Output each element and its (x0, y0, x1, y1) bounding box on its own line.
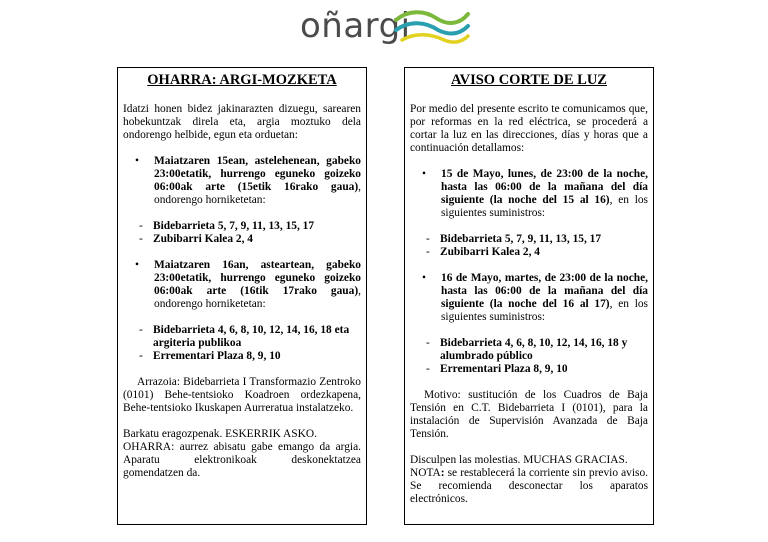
note-paragraph: OHARRA: aurrez abisatu gabe emango da argia. Aparatu elektronikoak deskonektatzea gomendatzen da. (123, 441, 361, 479)
address-list-2 (123, 324, 361, 363)
bullet-icon: • (135, 155, 139, 167)
wave-green (396, 12, 468, 23)
logo (0, 0, 768, 52)
intro-paragraph: Por medio del presente escrito te comunicamos que, por reformas en la red eléctrica, se procederá a cortar la luz en las direcciones, días y horas que a continuación detallamos: (410, 103, 648, 154)
list-item: - Errementari Plaza 8, 9, 10 (139, 350, 281, 362)
logo-wordmark: oñargi (300, 6, 411, 46)
address-list-1 (410, 233, 648, 259)
schedule-bullet-2 (123, 259, 361, 311)
schedule-2-time: Maiatzaren 16an, asteartean, gabeko 23:00etatik, hurrengo eguneko goizeko 06:00ak arte (16tik 17rako gaua) (154, 259, 361, 297)
apology-line: Disculpen las molestias. MUCHAS GRACIAS. (410, 454, 628, 466)
reason-paragraph: Motivo: sustitución de los Cuadros de Baja Tensión en C.T. Bidebarrieta I (0101), para la instalación de Supervisión Avanzada de Baja Tensión. (410, 389, 648, 440)
schedule-bullet-1 (123, 155, 361, 207)
schedule-1-rest: , en los siguientes suministros: (441, 194, 648, 219)
wave-yellow (402, 35, 468, 42)
list-item: - Bidebarrieta 4, 6, 8, 10, 12, 14, 16, 18 eta argiteria publikoa (139, 324, 350, 349)
schedule-1-rest: , ondorengo horniketetan: (154, 181, 361, 206)
address-list-2 (410, 337, 648, 376)
schedule-bullet-2 (410, 272, 648, 324)
schedule-2-rest: , en los siguientes suministros: (441, 298, 648, 323)
reason-paragraph: Arrazoia: Bidebarrieta I Transformazio Zentroko (0101) Behe-tentsioko Koadroen ordezkapena, Behe-tentsioko Ikuskapen Aurreratua instalatzeko. (123, 376, 361, 414)
bullet-icon: • (422, 272, 426, 284)
schedule-2-rest: , ondorengo horniketetan: (154, 285, 361, 310)
panel-title: AVISO CORTE DE LUZ (451, 72, 607, 88)
wave-logo-icon (394, 8, 472, 46)
note-paragraph: NOTA: se restablecerá la corriente sin previo aviso. Se recomienda desconectar los aparatos electrónicos. (410, 467, 648, 505)
address-list-1 (123, 220, 361, 246)
list-item: - Errementari Plaza 8, 9, 10 (426, 363, 568, 375)
schedule-1-time: 15 de Mayo, lunes, de 23:00 de la noche, hasta las 06:00 de la mañana del día siguiente (la noche del 15 al 16) (441, 168, 648, 206)
list-item: - Bidebarrieta 5, 7, 9, 11, 13, 15, 17 (139, 220, 315, 232)
schedule-2-time: 16 de Mayo, martes, de 23:00 de la noche, hasta las 06:00 de la mañana del día siguiente (la noche del 16 al 17) (441, 272, 648, 310)
schedule-1-time: Maiatzaren 15ean, astelehenean, gabeko 23:00etatik, hurrengo eguneko goizeko 06:00ak arte (15etik 16rako gaua) (154, 155, 361, 193)
notice-panel-basque (117, 67, 367, 525)
bullet-icon: • (135, 259, 139, 271)
list-item: - Bidebarrieta 5, 7, 9, 11, 13, 15, 17 (426, 233, 602, 245)
intro-paragraph: Idatzi honen bidez jakinarazten dizuegu, sarearen hobekuntzak direla eta, argia moztuko dela ondorengo helbide, egun eta orduetan: (123, 103, 361, 141)
list-item: - Zubibarri Kalea 2, 4 (139, 233, 253, 245)
panel-title: OHARRA: ARGI-MOZKETA (147, 72, 337, 88)
note-label: NOTA (410, 467, 441, 479)
apology-line: Barkatu eragozpenak. ESKERRIK ASKO. (123, 428, 317, 440)
schedule-bullet-1 (410, 168, 648, 220)
list-item: - Zubibarri Kalea 2, 4 (426, 246, 540, 258)
notice-panel-spanish (404, 67, 654, 525)
list-item: - Bidebarrieta 4, 6, 8, 10, 12, 14, 16, 18 y alumbrado público (426, 337, 628, 362)
bullet-icon: • (422, 168, 426, 180)
note-text: se restablecerá la corriente sin previo aviso. Se recomienda desconectar los aparatos electrónicos. (410, 467, 648, 505)
wave-teal (396, 23, 468, 33)
